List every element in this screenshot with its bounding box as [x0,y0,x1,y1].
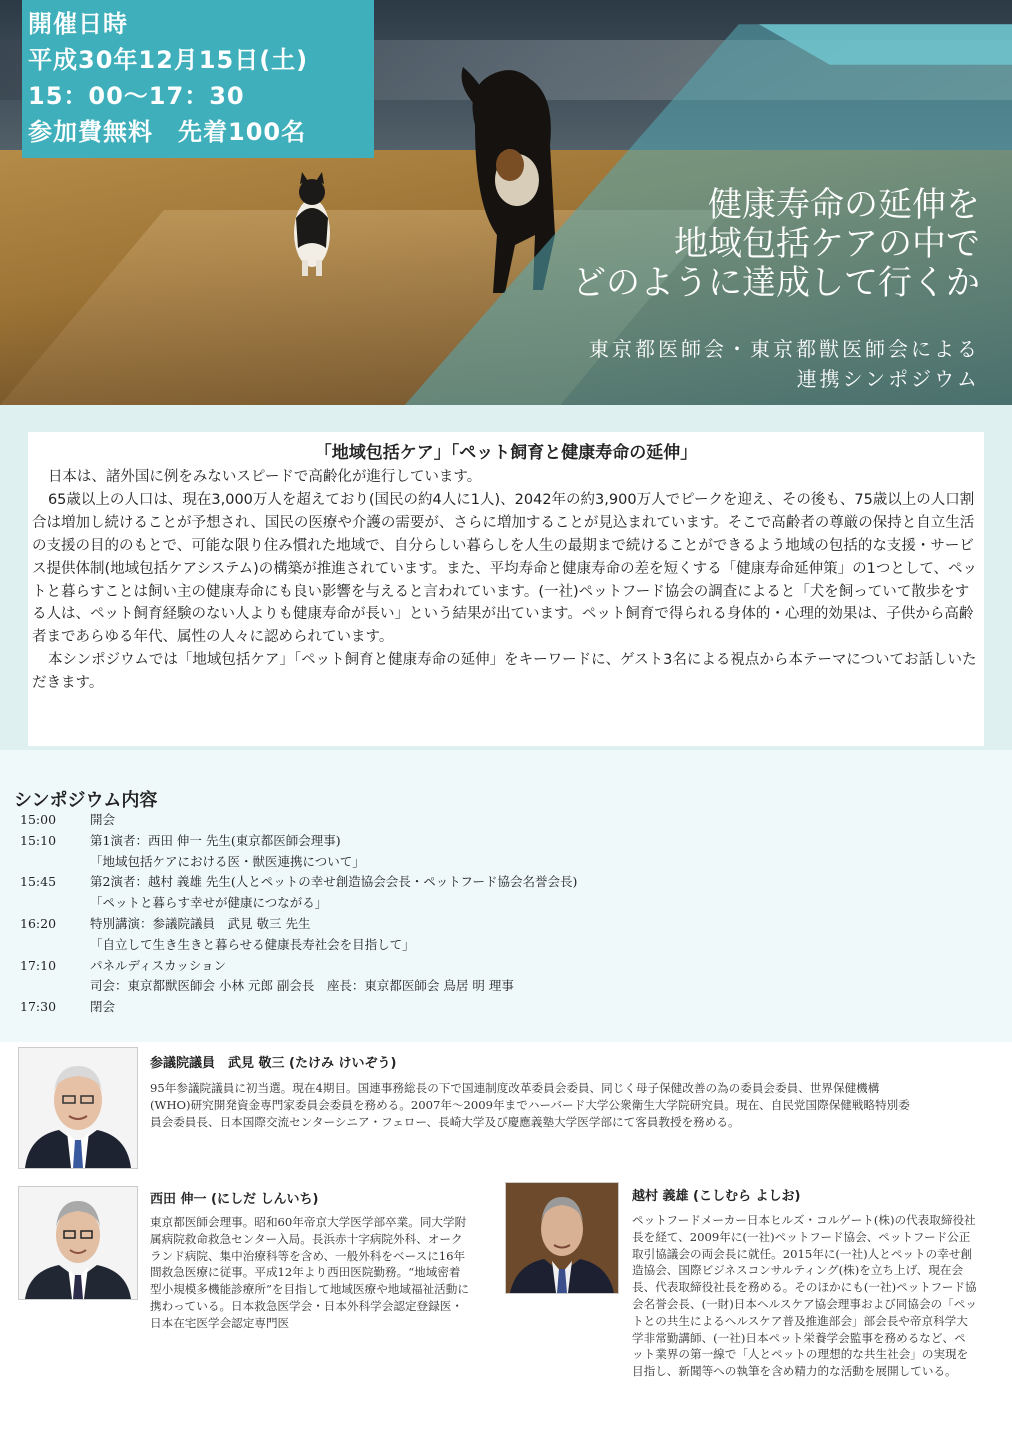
event-time: 15：00〜17：30 [28,82,245,110]
schedule-time: 16:20 [20,915,57,931]
speaker-photo-koshimura [505,1182,619,1294]
schedule-desc: 司会：東京都獣医師会 小林 元郎 副会長 座長：東京都医師会 鳥居 明 理事 [90,978,514,994]
intro-paragraph: 本シンポジウムでは「地域包括ケア」「ペット飼育と健康寿命の延伸」をキーワードに、ゲスト3名による視点から本テーマについてお話しいただきます。 [32,652,977,692]
schedule-time: 15:45 [20,874,57,890]
intro-paragraph: 日本は、諸外国に例をみないスピードで高齢化が進行しています。 [47,469,482,485]
schedule-time: 15:00 [20,812,57,827]
schedule-desc: 第1演者：西田 伸一 先生(東京都医師会理事) [90,832,341,848]
schedule-row [20,893,1000,914]
schedule-time: 17:30 [20,999,57,1015]
event-label: 開催日時 [28,10,128,38]
hero-title-line: 健康寿命の延伸を [708,185,980,225]
schedule-row [20,831,1000,852]
schedule-row [20,935,1000,956]
speaker-name-koshimura: 越村 義雄 (こしむら よしお) [632,1189,801,1204]
intro-paragraph: 65歳以上の人口は、現在3,000万人を超えており(国民の約4人に1人)、2042年の約3,900万人でピークを迎え、その後も、75歳以上の人口割合は増加し続けることが予想され、国民の医療や介護の需要が、さらに増加することが見込まれています。そこで高齢者の尊厳の保持と自立生活の支援の目的のもとで、可能な限り住み慣れた地域で、自分らしい暮らしを人生の最期まで続けることができるよう地域の包括的な支援・サービス提供体制(地域包括ケアシステム)の構築が推進されています。また、平均寿命と健康寿命の差を短くする「健康寿命延伸策」の1つとして、ペットと暮らすことは飼い主の健康寿命にも良い影響を与えると言われています。(一社)ペットフード協会の調査によると「犬を飼っていて散歩をする人は、ペット飼育経験のない人よりも健康寿命が長い」という結果が出ています。ペット飼育で得られる身体的・心理的効果は、子供から高齢者まであらゆる年代、属性の人々に認められています。 [32,491,978,646]
intro-section [28,432,984,746]
program-schedule [20,810,1000,1018]
hero-title-line: どのように達成して行くか [572,263,980,303]
hero-subtitle-line: 連携シンポジウム [796,367,980,391]
schedule-desc: パネルディスカッション [90,957,227,973]
schedule-row [20,997,1000,1018]
schedule-row [20,810,1000,831]
event-date: 平成30年12月15日(土) [28,46,309,74]
schedule-time: 17:10 [20,957,57,973]
schedule-row [20,956,1000,977]
schedule-row [20,852,1000,873]
speaker-name-nishida: 西田 伸一 (にしだ しんいち) [150,1192,319,1207]
intro-heading: 「地域包括ケア」「ペット飼育と健康寿命の延伸」 [314,443,698,463]
hero-title [572,186,980,303]
speaker-bio-nishida: 東京都医師会理事。昭和60年帝京大学医学部卒業。同大学附属病院救命救急センター入局。長浜赤十字病院外科、オークランド病院、集中治療科等を含め、一般外科をベースに16年間救急医療に従事。平成12年より西田医院勤務。“地域密着型小規模多機能診療所”を目指して地域医療や地域福祉活動に携わっている。日本救急医学会・日本外科学会認定登録医・日本在宅医学会認定専門医 [150,1215,469,1330]
speaker-bio-takemi: 95年参議院議員に初当選。現在4期目。国連事務総長の下で国連制度改革委員会委員、同じく母子保健改善の為の委員会委員、世界保健機構(WHO)研究開発資金専門家委員会委員を務める。2007年〜2009年までハーバード大学公衆衛生大学院研究員。現在、自民党国際保健戦略特別委員会委員長、日本国際交流センターシニア・フェロー、長崎大学及び慶應義塾大学医学部にて客員教授を務める。 [150,1081,910,1129]
hero-subtitle [589,334,980,394]
schedule-row [20,976,1000,997]
program-heading: シンポジウム内容 [14,790,158,811]
speaker-photo-nishida [18,1186,138,1300]
hero-subtitle-line: 東京都医師会・東京都獣医師会による [589,337,980,361]
schedule-desc: 「地域包括ケアにおける医・獣医連携について」 [90,853,365,869]
event-fee: 参加費無料 先着100名 [28,118,307,146]
event-info-box [22,0,374,158]
schedule-desc: 閉会 [90,999,116,1015]
speaker-photo-takemi [18,1047,138,1169]
speaker-bio-koshimura: ペットフードメーカー日本ヒルズ・コルゲート(株)の代表取締役社長を経て、2009年に(一社)ペットフード協会、ペットフード公正取引協議会の両会長に就任。2015年に(一社)人とペットの幸せ創造協会、国際ビジネスコンサルティング(株)を立ち上げ、現在会長、代表取締役社長を務める。そのほかにも(一社)ペットフード協会名誉会長、(一財)日本ヘルスケア協会理事および同協会の「ペットとの共生によるヘルスケア普及推進部会」部会長や帝京科学大学非常勤講師、(一社)日本ペット栄養学会監事を務めるなど、ペット業界の第一線で「人とペットの理想的な共生社会」の実現を目指し、新聞等への執筆を含め精力的な活動を展開している。 [632,1213,977,1379]
schedule-row [20,872,1000,893]
schedule-desc: 開会 [90,812,116,827]
hero-image [0,0,1012,405]
schedule-time: 15:10 [20,832,57,848]
hero-title-line: 地域包括ケアの中で [674,224,980,264]
speaker-name-takemi: 参議院議員 武見 敬三 (たけみ けいぞう) [150,1056,397,1071]
schedule-desc: 第2演者：越村 義雄 先生(人とペットの幸せ創造協会会長・ペットフード協会名誉会長) [90,874,578,890]
cat-illustration [282,168,342,278]
schedule-desc: 「ペットと暮らす幸せが健康につながる」 [90,895,328,911]
schedule-row [20,914,1000,935]
schedule-desc: 「自立して生き生きと暮らせる健康長寿社会を目指して」 [90,936,415,952]
intro-body [32,466,982,695]
schedule-desc: 特別講演：参議院議員 武見 敬三 先生 [90,915,311,931]
